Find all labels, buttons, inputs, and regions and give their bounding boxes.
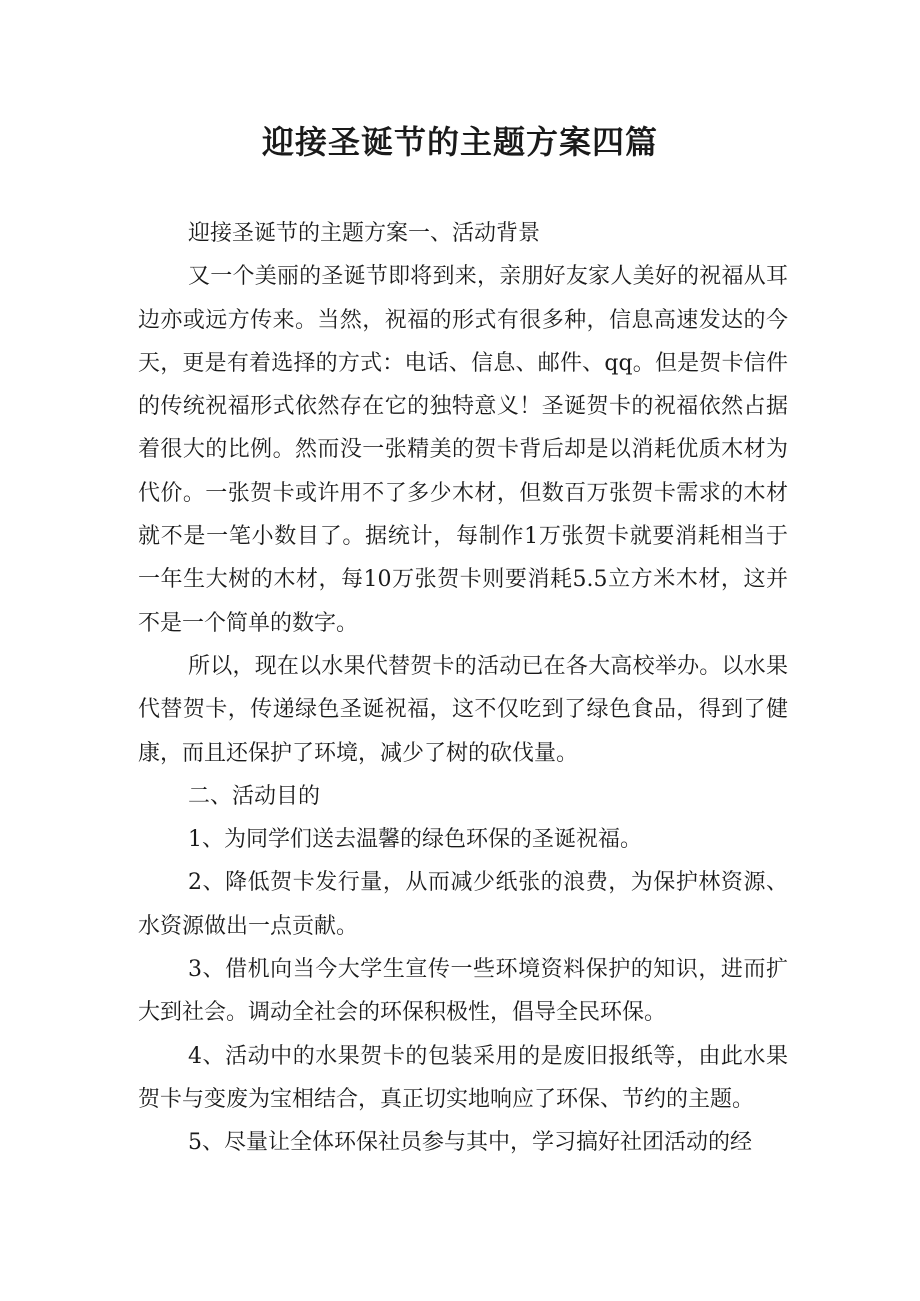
document-title: 迎接圣诞节的主题方案四篇: [261, 123, 658, 161]
document-body: [138, 212, 788, 1165]
list-item-purpose-1: 1、为同学们送去温馨的绿色环保的圣诞祝福。: [188, 827, 642, 853]
paragraph-fruit-cards: 所以，现在以水果代替贺卡的活动已在各大高校举办。以水果代替贺卡，传递绿色圣诞祝福，这不仅吃到了绿色食品，得到了健康，而且还保护了环境，减少了树的砍伐量。: [138, 653, 788, 766]
paragraph-heading-purpose: 二、活动目的: [188, 783, 321, 809]
paragraph-heading-background: 迎接圣诞节的主题方案一、活动背景: [188, 221, 541, 246]
list-item-purpose-3: 3、借机向当今大学生宣传一些环境资料保护的知识，进而扩大到社会。调动全社会的环保积极性，倡导全民环保。: [138, 957, 788, 1026]
list-item-purpose-2: 2、降低贺卡发行量，从而减少纸张的浪费，为保护林资源、水资源做出一点贡献。: [138, 870, 788, 939]
list-item-purpose-4: 4、活动中的水果贺卡的包装采用的是废旧报纸等，由此水果贺卡与变废为宝相结合，真正切实地响应了环保、节约的主题。: [138, 1043, 788, 1112]
paragraph-background: 又一个美丽的圣诞节即将到来，亲朋好友家人美好的祝福从耳边亦或远方传来。当然，祝福的形式有很多种，信息高速发达的今天，更是有着选择的方式：电话、信息、邮件、qq。但是贺卡信件的传统祝福形式依然存在它的独特意义！圣诞贺卡的祝福依然占据着很大的比例。然而没一张精美的贺卡背后却是以消耗优质木材为代价。一张贺卡或许用不了多少木材，但数百万张贺卡需求的木材就不是一笔小数目了。据统计，每制作1万张贺卡就要消耗相当于一年生大树的木材，每10万张贺卡则要消耗5.5立方米木材，这并不是一个简单的数字。: [138, 264, 788, 636]
list-item-purpose-5: 5、尽量让全体环保社员参与其中，学习搞好社团活动的经: [188, 1130, 752, 1156]
